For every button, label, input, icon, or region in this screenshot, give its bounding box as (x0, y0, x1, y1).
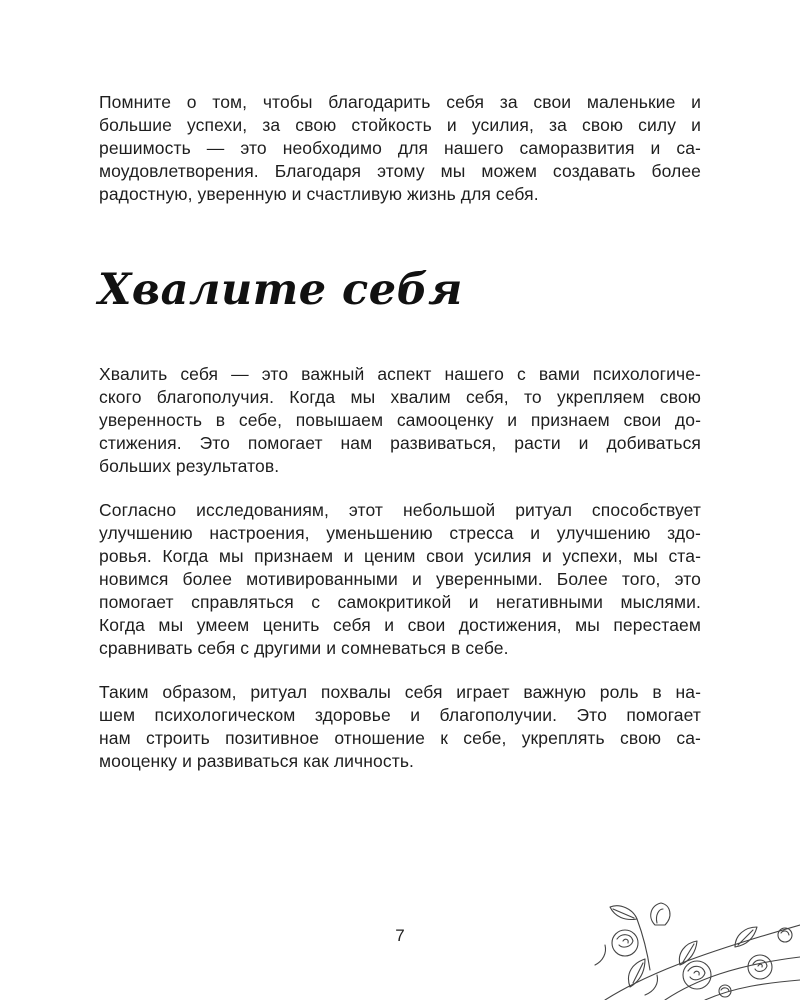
intro-line: Помните о том, чтобы благодарить себя за свои маленькие и (99, 92, 701, 112)
paragraph-line: шем психологическом здоровье и благополучии. Это помогает (99, 705, 701, 725)
intro-line: большие успехи, за свою стойкость и усилия, за свою силу и (99, 115, 701, 135)
section-heading: Хвалите себя (98, 265, 463, 315)
paragraph-line: новимся более мотивированными и уверенными. Более того, это (99, 569, 701, 589)
paragraph-line: помогает справляться с самокритикой и негативными мыслями. (99, 592, 701, 612)
paragraph-line: Таким образом, ритуал похвалы себя играет важную роль в на- (99, 682, 701, 702)
paragraph-line: Хвалить себя — это важный аспект нашего с вами психологиче- (99, 364, 701, 384)
floral-branch-icon (585, 895, 800, 1000)
paragraph-line: улучшению настроения, уменьшению стресса и улучшению здо- (99, 523, 701, 543)
intro-line: радостную, уверенную и счастливую жизнь для себя. (99, 184, 539, 204)
intro-line: решимость — это необходимо для нашего саморазвития и са- (99, 138, 701, 158)
paragraph-line: стижения. Это помогает нам развиваться, расти и добиваться (99, 433, 701, 453)
paragraph-line: нам строить позитивное отношение к себе, укреплять свою са- (99, 728, 701, 748)
paragraph-line: мооценку и развиваться как личность. (99, 751, 414, 771)
paragraph-line: Когда мы умеем ценить себя и свои достижения, мы перестаем (99, 615, 701, 635)
intro-line: моудовлетворения. Благодаря этому мы можем создавать более (99, 161, 701, 181)
paragraph-line: ского благополучия. Когда мы хвалим себя, то укрепляем свою (99, 387, 701, 407)
paragraph-line: уверенность в себе, повышаем самооценку и признаем свои до- (99, 410, 701, 430)
paragraph-line: больших результатов. (99, 456, 280, 476)
paragraph-line: Согласно исследованиям, этот небольшой ритуал способствует (99, 500, 701, 520)
paragraph-line: ровья. Когда мы признаем и ценим свои усилия и успехи, мы ста- (99, 546, 701, 566)
page-number: 7 (395, 926, 405, 945)
paragraph-line: сравнивать себя с другими и сомневаться в себе. (99, 638, 509, 658)
